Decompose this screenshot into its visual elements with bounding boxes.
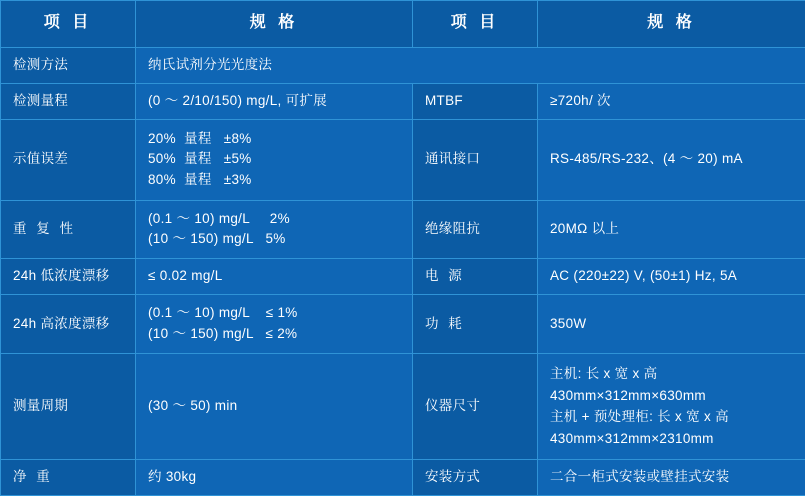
row-label-indication-error: 示值误差 xyxy=(1,120,136,201)
value-line: 20% 量程 ±8% xyxy=(148,130,252,146)
value-line: 主机 + 预处理柜: 长 x 宽 x 高 xyxy=(550,409,729,425)
table-row xyxy=(1,83,805,119)
row-value-indication-error xyxy=(136,120,413,201)
row-value-net-weight: 约 30kg xyxy=(136,459,413,495)
row-value-high-conc-drift xyxy=(136,295,413,353)
value-line: (10 ～ 150) mg/L 5% xyxy=(148,231,286,247)
row-value-instrument-size xyxy=(538,353,805,459)
row-label-low-conc-drift: 24h 低浓度漂移 xyxy=(1,259,136,295)
row-value-power-consumption: 350W xyxy=(538,295,805,353)
table-row xyxy=(1,295,805,353)
row-value-communication-interface: RS-485/RS-232、(4 ～ 20) mA xyxy=(538,120,805,201)
row-value-detection-method: 纳氏试剂分光光度法 xyxy=(136,47,805,83)
row-label-detection-method: 检测方法 xyxy=(1,47,136,83)
value-line: 80% 量程 ±3% xyxy=(148,172,252,188)
table-row xyxy=(1,353,805,459)
row-value-mtbf: ≥720h/ 次 xyxy=(538,83,805,119)
value-line: 430mm×312mm×630mm xyxy=(550,387,706,403)
row-label-mtbf: MTBF xyxy=(413,83,538,119)
table-row xyxy=(1,200,805,258)
row-label-instrument-size: 仪器尺寸 xyxy=(413,353,538,459)
column-header-item-left: 项 目 xyxy=(1,1,136,48)
value-line: 50% 量程 ±5% xyxy=(148,151,252,167)
row-label-net-weight: 净 重 xyxy=(1,459,136,495)
row-value-repeatability xyxy=(136,200,413,258)
table-row xyxy=(1,47,805,83)
row-value-measurement-cycle: (30 ～ 50) min xyxy=(136,353,413,459)
table-header-row xyxy=(1,1,805,48)
table-row xyxy=(1,459,805,495)
value-line: (0.1 ～ 10) mg/L 2% xyxy=(148,210,290,226)
value-line: 主机: 长 x 宽 x 高 xyxy=(550,366,658,382)
row-value-insulation-impedance: 20MΩ 以上 xyxy=(538,200,805,258)
row-value-low-conc-drift: ≤ 0.02 mg/L xyxy=(136,259,413,295)
column-header-item-right: 项 目 xyxy=(413,1,538,48)
value-line: (0.1 ～ 10) mg/L ≤ 1% xyxy=(148,305,298,321)
row-value-measuring-range: (0 ～ 2/10/150) mg/L, 可扩展 xyxy=(136,83,413,119)
row-label-high-conc-drift: 24h 高浓度漂移 xyxy=(1,295,136,353)
row-label-insulation-impedance: 绝缘阻抗 xyxy=(413,200,538,258)
row-label-repeatability: 重 复 性 xyxy=(1,200,136,258)
column-header-spec-right: 规 格 xyxy=(538,1,805,48)
row-label-power-consumption: 功 耗 xyxy=(413,295,538,353)
row-label-measuring-range: 检测量程 xyxy=(1,83,136,119)
row-label-measurement-cycle: 测量周期 xyxy=(1,353,136,459)
row-label-power-supply: 电 源 xyxy=(413,259,538,295)
table-row xyxy=(1,259,805,295)
table-row xyxy=(1,120,805,201)
value-line: (10 ～ 150) mg/L ≤ 2% xyxy=(148,326,298,342)
row-label-communication-interface: 通讯接口 xyxy=(413,120,538,201)
row-label-installation-method: 安装方式 xyxy=(413,459,538,495)
row-value-installation-method: 二合一柜式安装或壁挂式安装 xyxy=(538,459,805,495)
value-line: 430mm×312mm×2310mm xyxy=(550,430,714,446)
row-value-power-supply: AC (220±22) V, (50±1) Hz, 5A xyxy=(538,259,805,295)
column-header-spec-left: 规 格 xyxy=(136,1,413,48)
